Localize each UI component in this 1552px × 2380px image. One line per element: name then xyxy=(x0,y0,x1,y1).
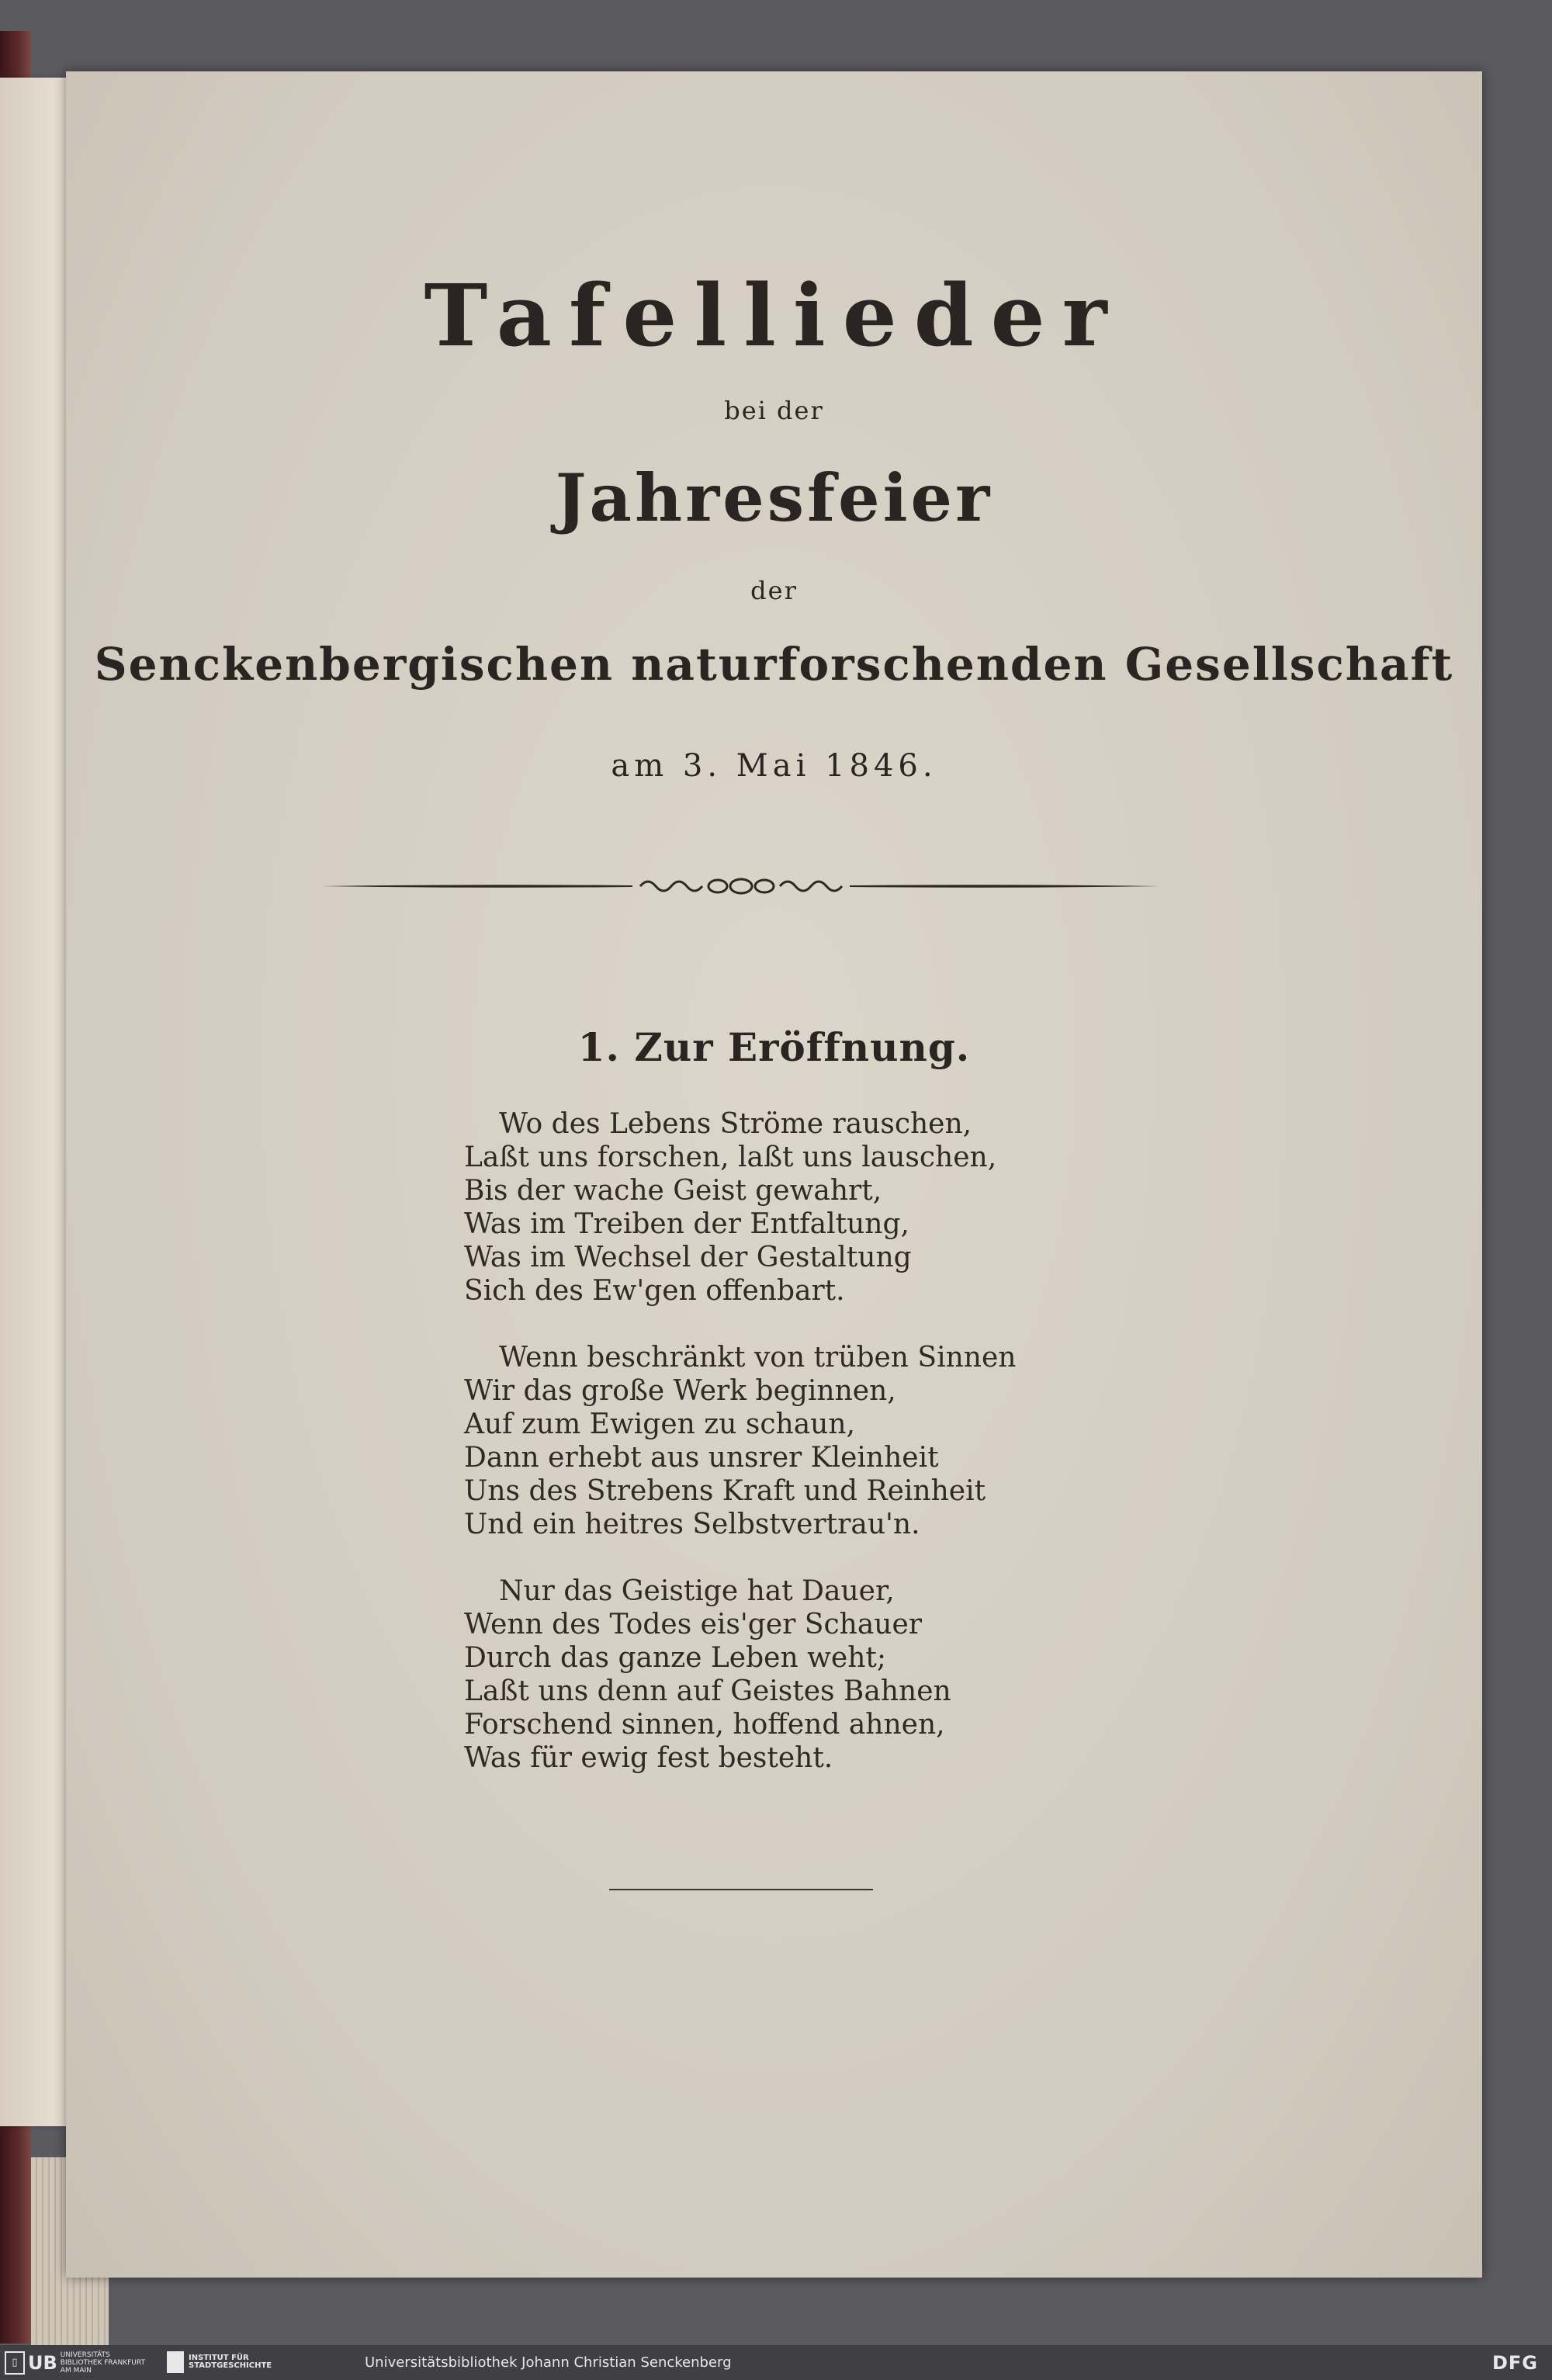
document-title: Tafellieder xyxy=(424,265,1124,365)
article-text: der xyxy=(750,576,798,605)
poem-line: Forschend sinnen, hoffend ahnen, xyxy=(464,1709,945,1741)
poem-line: Wir das große Werk beginnen, xyxy=(464,1375,896,1407)
document-date: am 3. Mai 1846. xyxy=(611,748,937,784)
dfg-logo[interactable]: DFG xyxy=(1491,2352,1538,2374)
poem-line: Durch das ganze Leben weht; xyxy=(464,1642,886,1674)
institute-logo[interactable] xyxy=(167,2351,282,2373)
poem-line: Wenn des Todes eis'ger Schauer xyxy=(464,1609,922,1640)
ub-subtitle: UNIVERSITÄTS BIBLIOTHEK FRANKFURT AM MAIN xyxy=(60,2351,145,2375)
poem-line: Was für ewig fest besteht. xyxy=(464,1742,833,1774)
society-name: Senckenbergischen naturforschenden Gesellschaft xyxy=(94,638,1454,691)
poem-line: Wo des Lebens Ströme rauschen, xyxy=(499,1108,972,1140)
ub-label: UB xyxy=(28,2351,57,2374)
poem xyxy=(464,1107,1162,1808)
ub-book-icon: ▯ xyxy=(5,2351,25,2375)
footer-bar xyxy=(0,2345,1552,2380)
preposition-text: bei der xyxy=(724,396,824,425)
poem-line: Wenn beschränkt von trüben Sinnen xyxy=(499,1342,1017,1374)
scanned-page xyxy=(66,71,1482,2278)
library-name: Universitätsbibliothek Johann Christian Senckenberg xyxy=(365,2354,732,2371)
institute-emblem-icon xyxy=(167,2351,184,2373)
ornament-divider xyxy=(322,871,1160,902)
poem-line: Sich des Ew'gen offenbart. xyxy=(464,1275,845,1307)
ub-logo[interactable] xyxy=(5,2350,154,2375)
poem-line: Dann erhebt aus unsrer Kleinheit xyxy=(464,1442,939,1474)
poem-line: Was im Treiben der Entfaltung, xyxy=(464,1208,909,1240)
stanza-1 xyxy=(464,1107,1162,1308)
poem-line: Uns des Strebens Kraft und Reinheit xyxy=(464,1475,986,1507)
poem-line: Bis der wache Geist gewahrt, xyxy=(464,1175,882,1207)
end-rule xyxy=(609,1889,873,1890)
poem-line: Laßt uns forschen, laßt uns lauschen, xyxy=(464,1141,997,1173)
poem-line: Was im Wechsel der Gestaltung xyxy=(464,1242,912,1273)
poem-line: Auf zum Ewigen zu schaun, xyxy=(464,1408,855,1440)
event-title: Jahresfeier xyxy=(555,459,993,536)
poem-line: Laßt uns denn auf Geistes Bahnen xyxy=(464,1675,951,1707)
poem-line: Nur das Geistige hat Dauer, xyxy=(499,1575,895,1607)
institute-name: INSTITUT FÜR STADTGESCHICHTE xyxy=(189,2354,272,2370)
song-heading: 1. Zur Eröffnung. xyxy=(577,1024,971,1070)
stanza-2 xyxy=(464,1341,1162,1541)
stanza-3 xyxy=(464,1575,1162,1775)
poem-line: Und ein heitres Selbstvertrau'n. xyxy=(464,1509,920,1540)
